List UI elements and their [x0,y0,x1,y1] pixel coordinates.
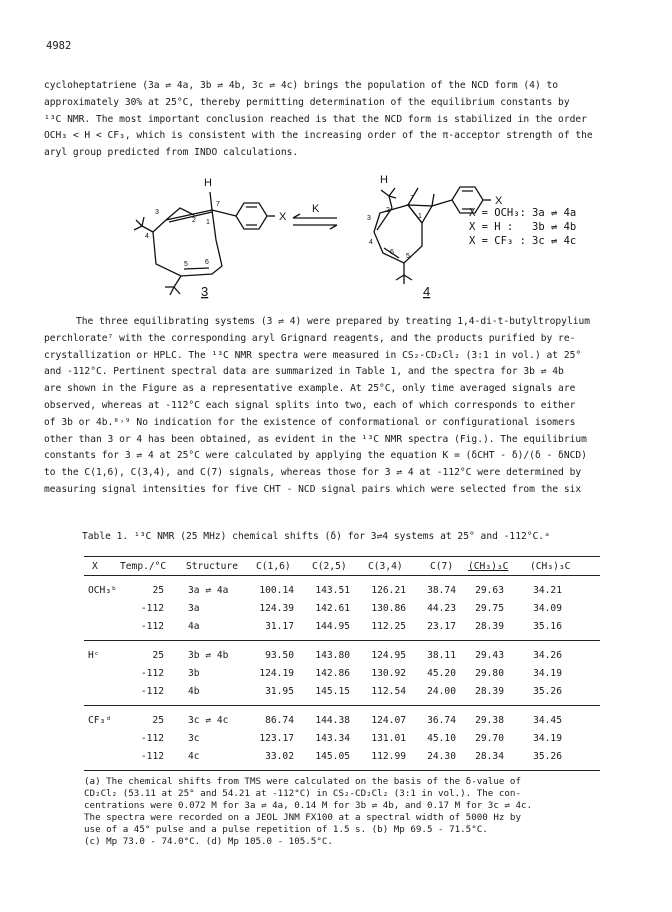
column-header: (CH₃)₃C [530,561,571,572]
value-cell: 25 [152,650,164,661]
intro-line: OCH₃ < H < CF₃, which is consistent with the increasing order of the π-acceptor strength of the [44,130,593,142]
value-cell: 29.43 [475,650,504,661]
value-cell: 123.17 [259,733,294,744]
table-body [84,576,600,766]
atom-h-label: H [204,177,212,189]
value-cell: 28.39 [475,686,504,697]
intro-line: cycloheptatriene (3a ⇌ 4a, 3b ⇌ 4b, 3c ⇌ 4c) brings the population of the NCD form (4) to [44,80,559,91]
position-label: 1 [418,213,422,220]
body-line: The three equilibrating systems (3 ⇌ 4) were prepared by treating 1,4-di-t-butyltropylium [76,316,591,327]
footnote-line: use of a 45° pulse and a pulse repetition of 1.5 s. (b) Mp 69.5 - 71.5°C. [84,824,488,835]
value-cell: 124.19 [259,668,294,679]
value-cell: 34.19 [533,668,562,679]
value-cell: -112 [140,668,164,679]
table-header-row [84,557,600,575]
substituent-legend-lhs: X = CF₃ : [469,235,526,247]
value-cell: 144.38 [315,715,350,726]
table-row [84,600,600,618]
body-line: perchlorate⁷ with the corresponding aryl Grignard reagents, and the products purified by re- [44,332,576,344]
body-line: and -112°C. Pertinent spectral data are summarized in Table 1, and the spectra for 3b ⇌ 4b [44,366,564,378]
nmr-shift-table [84,556,600,771]
value-cell: 93.50 [265,650,294,661]
value-cell: 34.26 [533,650,562,661]
column-header: C(2,5) [312,561,347,572]
position-label: 3 [155,209,159,216]
value-cell: 31.17 [265,621,294,632]
column-header: C(1,6) [256,561,291,572]
position-label: 1 [206,219,210,226]
body-line: crystallization or HPLC. The ¹³C NMR spectra were measured in CS₂-CD₂Cl₂ (3:1 in vol.) at 25° [44,349,582,361]
page-number: 4982 [46,40,72,52]
value-cell: 29.75 [475,603,504,614]
value-cell: -112 [140,733,164,744]
value-cell: 44.23 [427,603,456,614]
value-cell: 34.45 [533,715,562,726]
footnote-line: (a) The chemical shifts from TMS were calculated on the basis of the δ-value of [84,776,521,787]
value-cell: 124.95 [371,650,406,661]
value-cell: 29.63 [475,585,504,596]
value-cell: 145.05 [315,751,350,762]
value-cell: 143.34 [315,733,350,744]
structure-cell: 3c ⇌ 4c [188,715,229,726]
position-label: 2 [192,217,196,224]
position-label: 3 [367,215,371,222]
value-cell: -112 [140,686,164,697]
value-cell: 24.30 [427,751,456,762]
table-row [84,647,600,665]
value-cell: 28.39 [475,621,504,632]
value-cell: 29.80 [475,668,504,679]
value-cell: 33.02 [265,751,294,762]
column-header: Temp./°C [120,561,167,572]
value-cell: 29.38 [475,715,504,726]
footnote-line: The spectra were recorded on a JEOL JNM FX100 at a spectral width of 5000 Hz by [84,812,521,823]
value-cell: 144.95 [315,621,350,632]
value-cell: 29.70 [475,733,504,744]
value-cell: 23.17 [427,621,456,632]
equilibrium-constant-label: K [312,203,320,215]
substituent-legend-lhs: X = H : [469,221,514,233]
atom-h-label: H [380,174,388,186]
position-label: 7 [216,201,220,208]
body-line: other than 3 or 4 has been obtained, as evident in the ¹³C NMR spectra (Fig.). The equilibrium [44,433,587,445]
table-row [84,582,600,600]
position-label: 4 [369,239,373,246]
value-cell: 130.92 [371,668,406,679]
body-line: to the C(1,6), C(3,4), and C(7) signals, whereas those for 3 ⇌ 4 at -112°C were determined by [44,467,582,479]
column-header: X [92,561,98,572]
value-cell: 34.19 [533,733,562,744]
value-cell: 38.11 [427,650,456,661]
table-row [84,712,600,730]
position-label: 6 [390,249,394,256]
footnote-line: centrations were 0.072 M for 3a ⇌ 4a, 0.14 M for 3b ⇌ 4b, and 0.17 M for 3c ⇌ 4c. [84,800,533,811]
footnote-line: (c) Mp 73.0 - 74.0°C. (d) Mp 105.0 - 105.5°C. [84,836,333,847]
position-label: 5 [184,261,188,268]
reaction-scheme [44,170,632,310]
table-row [84,665,600,683]
value-cell: 143.51 [315,585,350,596]
value-cell: 112.99 [371,751,406,762]
equilibrium-arrow [293,214,337,229]
value-cell: 35.16 [533,621,562,632]
compound-label-3: 3 [201,284,209,299]
structure-cell: 3b ⇌ 4b [188,650,229,661]
substituent-legend-rhs: 3a ⇌ 4a [532,207,577,219]
value-cell: 45.10 [427,733,456,744]
intro-line: approximately 30% at 25°C, thereby permitting determination of the equilibrium constants by [44,96,570,108]
value-cell: 112.54 [371,686,406,697]
structure-cell: 3a ⇌ 4a [188,585,229,596]
body-line: measuring signal intensities for five CHT - NCD signal pairs which were selected from the six [44,483,582,495]
value-cell: 143.80 [315,650,350,661]
substituent-legend-rhs: 3b ⇌ 4b [532,221,577,233]
value-cell: 34.21 [533,585,562,596]
intro-paragraph [44,78,632,162]
value-cell: 130.86 [371,603,406,614]
structure-cell: 4b [188,686,200,697]
column-header: C(7) [430,561,454,572]
substituent-cell: CF₃ᵈ [88,715,112,726]
value-cell: 100.14 [259,585,294,596]
table-row [84,618,600,636]
value-cell: 45.20 [427,668,456,679]
substituent-legend-rhs: 3c ⇌ 4c [532,235,577,247]
value-cell: 38.74 [427,585,456,596]
table-row [84,730,600,748]
value-cell: 28.34 [475,751,504,762]
substituent-legend-lhs: X = OCH₃: [469,207,526,219]
position-label: 2 [386,207,390,214]
value-cell: 124.39 [259,603,294,614]
position-label: 5 [406,253,410,260]
value-cell: 124.07 [371,715,406,726]
value-cell: 131.01 [371,733,406,744]
value-cell: -112 [140,621,164,632]
substituent-cell: OCH₃ᵇ [88,585,117,596]
body-line: observed, whereas at -112°C each signal splits into two, each of which corresponds to either [44,399,576,411]
structure-3-cycloheptatriene [134,192,275,295]
table-footnotes [84,776,604,848]
value-cell: 36.74 [427,715,456,726]
structure-cell: 3a [188,603,200,614]
value-cell: 25 [152,715,164,726]
structure-cell: 3b [188,668,200,679]
value-cell: 25 [152,585,164,596]
position-label: 6 [205,259,209,266]
value-cell: 142.61 [315,603,350,614]
value-cell: 126.21 [371,585,406,596]
table-caption: Table 1. ¹³C NMR (25 MHz) chemical shifts (δ) for 3⇌4 systems at 25° and -112°C.ᵃ [82,531,550,542]
atom-x-label: X [279,211,287,223]
body-line: of 3b or 4b.⁸˒⁹ No indication for the existence of conformational or configurational isomers [44,416,576,428]
body-paragraph [44,314,632,499]
value-cell: 142.86 [315,668,350,679]
value-cell: 24.00 [427,686,456,697]
intro-line: ¹³C NMR. The most important conclusion reached is that the NCD form is stabilized in the order [44,113,587,125]
body-line: constants for 3 ⇌ 4 at 25°C were calculated by applying the equation K = (δCHT - δ)/(δ - δNCD) [44,450,587,462]
column-header: Structure [186,561,238,572]
value-cell: 31.95 [265,686,294,697]
structure-cell: 4a [188,621,200,632]
structure-cell: 3c [188,733,200,744]
value-cell: 145.15 [315,686,350,697]
value-cell: 34.09 [533,603,562,614]
value-cell: -112 [140,603,164,614]
compound-label-4: 4 [423,284,431,299]
body-line: are shown in the Figure as a representative example. At 25°C, only time averaged signals are [44,383,576,395]
footnote-line: CD₂Cl₂ (53.11 at 25° and 54.21 at -112°C) in CS₂-CD₂Cl₂ (3:1 in vol.). The con- [84,788,521,799]
structure-cell: 4c [188,751,200,762]
position-label: 4 [145,233,149,240]
table-row [84,748,600,766]
column-header: C(3,4) [368,561,403,572]
atom-x-label: X [495,195,503,207]
intro-line: aryl group predicted from INDO calculations. [44,147,299,159]
value-cell: 35.26 [533,751,562,762]
column-header: (CH₃)₃C [468,561,509,572]
value-cell: 35.26 [533,686,562,697]
value-cell: 86.74 [265,715,294,726]
table-rule [84,770,600,771]
value-cell: 112.25 [371,621,406,632]
value-cell: -112 [140,751,164,762]
table-row [84,683,600,701]
position-label: 7 [410,195,414,202]
substituent-cell: Hᶜ [88,650,100,661]
